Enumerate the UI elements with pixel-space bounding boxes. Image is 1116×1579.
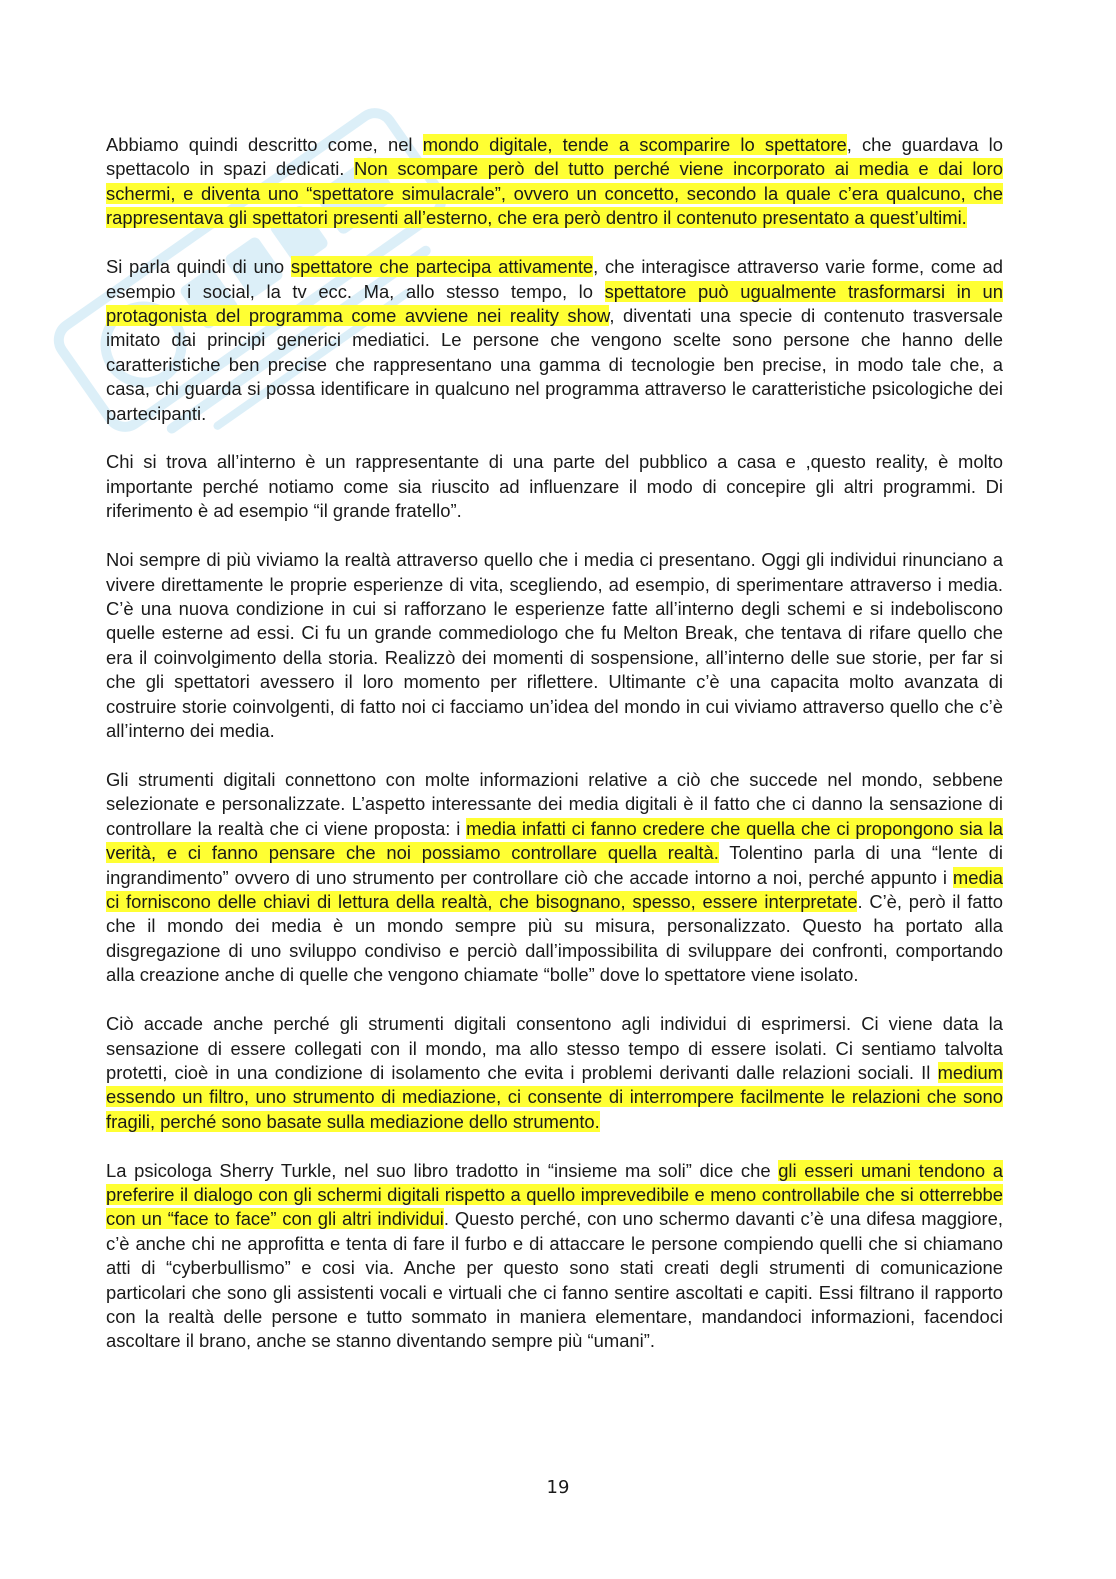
paragraph <box>106 548 1003 743</box>
highlighted-text: spettatore che partecipa attivamente <box>290 256 594 278</box>
document-body <box>106 133 1003 1378</box>
text-segment: Chi si trova all’interno è un rappresentante di una parte del pubblico a casa e ,questo reality, è molto importante perché notiamo come sia riuscito ad influenzare il modo di concepire gli altri programmi. Di riferimento è ad esempio “il grande fratello”. <box>106 451 1003 522</box>
paragraph <box>106 768 1003 988</box>
highlighted-text: media ci forniscono delle chiavi di lettura della realtà, che bisognano, spesso, essere interpretate <box>106 866 1003 912</box>
text-segment: Tolentino parla di una “lente di ingrandimento” ovvero di uno strumento per controllare ciò che accade intorno a noi, perché appunto i <box>106 842 1003 888</box>
text-segment: . Questo perché, con uno schermo davanti c’è una difesa maggiore, c’è anche chi ne approfitta e tenta di fare il furbo e di attaccare le persone compiendo quelli che si chiamano atti di “cyberbullismo” e cosi via. Anche per questo sono stati creati degli strumenti di comunicazione particolari che sono gli assistenti vocali e virtuali che ci fanno sentire ascoltati e capiti. Essi filtrano il rapporto con la realtà delle persone e tutto sommato in maniera elementare, mandandoci informazioni, facendoci ascoltare il brano, anche se stanno diventando sempre più “umani”. <box>106 1208 1003 1352</box>
highlighted-text: Non scompare però del tutto perché viene incorporato ai media e dai loro schermi, e diventa uno “spettatore simulacrale”, ovvero un concetto, secondo la quale c’era qualcuno, che rappresentava gli spettatori presenti all’esterno, che era però dentro il contenuto presentato a quest’ultimi. <box>106 158 1003 229</box>
text-segment: Gli strumenti digitali connettono con molte informazioni relative a ciò che succede nel mondo, sebbene selezionate e personalizzate. L’aspetto interessante dei media digitali è il fatto che ci danno la sensazione di controllare la realtà che ci viene proposta: i <box>106 768 1003 839</box>
highlighted-text: mondo digitale, tende a scomparire lo spettatore <box>422 134 847 155</box>
paragraph <box>106 1012 1003 1134</box>
page-number: 19 <box>546 1477 570 1498</box>
highlighted-text: gli esseri umani tendono a preferire il dialogo con gli schermi digitali rispetto a quello imprevedibile e meno controllabile che si otterrebbe con un “face to face” con gli altri individui <box>106 1159 1003 1230</box>
text-segment: , che guardava lo spettacolo in spazi dedicati. <box>106 134 1003 180</box>
paragraph <box>106 1159 1003 1354</box>
highlighted-text: media infatti ci fanno credere che quella che ci propongono sia la verità, e ci fanno pensare che noi possiamo controllare quella realtà. <box>106 817 1003 864</box>
text-segment: . C’è, però il fatto che il mondo dei media è un mondo sempre più su misura, personalizzato. Questo ha portato alla disgregazione di uno sviluppo condiviso e perciò dall’impossibilita di sviluppare dei confronti, comportando alla creazione anche di quelle che vengono chiamate “bolle” dove lo spettatore viene isolato. <box>106 890 1003 986</box>
paragraph <box>106 133 1003 231</box>
text-segment: Si parla quindi di uno <box>106 256 291 278</box>
text-segment: Abbiamo quindi descritto come, nel <box>106 134 423 155</box>
text-segment: , che interagisce attraverso varie forme, come ad esempio i social, la tv ecc. Ma, allo stesso tempo, lo <box>106 256 1003 302</box>
paragraph <box>106 450 1003 523</box>
text-segment: La psicologa Sherry Turkle, nel suo libro tradotto in “insieme ma soli” dice che <box>106 1159 779 1181</box>
highlighted-text: medium essendo un filtro, uno strumento di mediazione, ci consente di interrompere facilmente le relazioni che sono fragili, perché sono basate sulla mediazione dello strumento. <box>106 1061 1003 1132</box>
paragraph <box>106 255 1003 426</box>
text-segment: Noi sempre di più viviamo la realtà attraverso quello che i media ci presentano. Oggi gli individui rinunciano a vivere direttamente le proprie esperienze di vita, scegliendo, ad esempio, di sperimentare attraverso i media. C’è una nuova condizione in cui si rafforzano le esperienze fatte all’interno degli schemi e si indeboliscono quelle esterne ad essi. Ci fu un grande commediologo che fu Melton Break, che tentava di rifare quello che era il coinvolgimento della storia. Realizzò dei momenti di sospensione, all’interno delle sue storie, per far si che gli spettatori avessero il loro momento per riflettere. Ultimante c’è una capacita molto avanzata di costruire storie coinvolgenti, di fatto noi ci facciamo un’idea del mondo in cui viviamo attraverso quello che c’è all’interno dei media. <box>106 549 1003 742</box>
text-segment: , diventati una specie di contenuto trasversale imitato dai principi generici mediatici. Le persone che vengono scelte sono persone che hanno delle caratteristiche ben precise che rappresentano una gamma di tecnologie ben precise, in modo tale che, a casa, chi guarda si possa identificare in qualcuno nel programma attraverso le caratteristiche psicologiche dei partecipanti. <box>106 304 1003 424</box>
text-segment: Ciò accade anche perché gli strumenti digitali consentono agli individui di esprimersi. Ci viene data la sensazione di essere collegati con il mondo, ma allo stesso tempo di essere isolati. Ci sentiamo talvolta protetti, cioè in una condizione di isolamento che evita i problemi derivanti dalle relazioni sociali. Il <box>106 1013 1003 1083</box>
highlighted-text: spettatore può ugualmente trasformarsi in un protagonista del programma come avviene nei reality show <box>106 280 1003 326</box>
